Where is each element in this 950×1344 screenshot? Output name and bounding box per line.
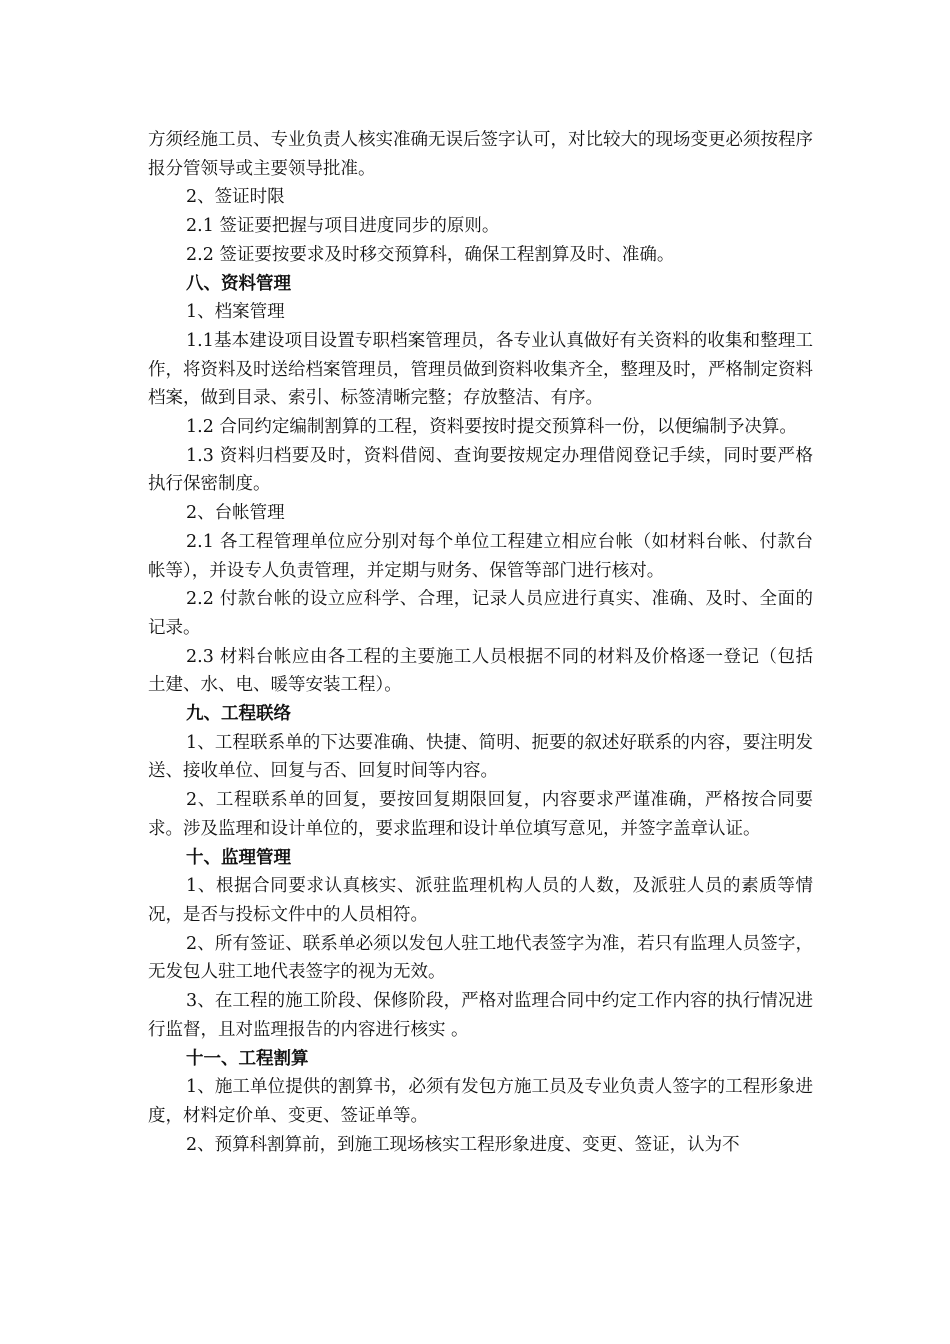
item-1-2: 1.2 合同约定编制割算的工程，资料要按时提交预算科一份，以便编制予决算。: [186, 417, 797, 438]
item-1-archive-management: 1、档案管理: [186, 302, 285, 323]
item-9-1: 1、工程联系单的下达要准确、快捷、简明、扼要的叙述好联系的内容，要注明发送、接收单位、回复与否、回复时间等内容。: [148, 732, 813, 782]
item-1-3: 1.3 资料归档要及时，资料借阅、查询要按规定办理借阅登记手续，同时要严格执行保密制度。: [148, 445, 813, 495]
item-2-2: 2.2 签证要按要求及时移交预算科，确保工程割算及时、准确。: [186, 244, 675, 265]
section-heading-11: 十一、工程割算: [186, 1048, 309, 1069]
para-continued-approval: 方须经施工员、专业负责人核实准确无误后签字认可，对比较大的现场变更必须按程序报分管领导或主要领导批准。: [148, 130, 813, 179]
item-10-3: 3、在工程的施工阶段、保修阶段，严格对监理合同中约定工作内容的执行情况进行监督，且对监理报告的内容进行核实 。: [148, 991, 813, 1040]
item-9-2: 2、工程联系单的回复，要按回复期限回复，内容要求严谨准确，严格按合同要求。涉及监理和设计单位的，要求监理和设计单位填写意见，并签字盖章认证。: [148, 790, 813, 839]
section-heading-8: 八、资料管理: [186, 273, 291, 294]
item-2-2-ledger: 2.2 付款台帐的设立应科学、合理，记录人员应进行真实、准确、及时、全面的记录。: [148, 589, 813, 638]
item-11-2: 2、预算科割算前，到施工现场核实工程形象进度、变更、签证，认为不: [186, 1134, 740, 1155]
item-2-signing-deadline: 2、签证时限: [186, 187, 285, 208]
item-10-2: 2、所有签证、联系单必须以发包人驻工地代表签字为准，若只有监理人员签字，无发包人驻工地代表签字的视为无效。: [148, 933, 813, 983]
section-heading-10: 十、监理管理: [186, 847, 291, 868]
item-2-ledger-management: 2、台帐管理: [186, 503, 285, 524]
item-1-1: 1.1基本建设项目设置专职档案管理员，各专业认真做好有关资料的收集和整理工作，将资料及时送给档案管理员，管理员做到资料收集齐全，整理及时，严格制定资料档案，做到目录、索引、标签清晰完整；存放整洁、有序。: [148, 330, 813, 409]
item-11-1: 1、施工单位提供的割算书，必须有发包方施工员及专业负责人签字的工程形象进度，材料定价单、变更、签证单等。: [148, 1077, 813, 1126]
section-heading-9: 九、工程联络: [186, 704, 291, 725]
item-2-1: 2.1 签证要把握与项目进度同步的原则。: [186, 216, 500, 237]
item-2-1-ledger: 2.1 各工程管理单位应分别对每个单位工程建立相应台帐（如材料台帐、付款台帐等），并设专人负责管理，并定期与财务、保管等部门进行核对。: [148, 531, 813, 581]
item-2-3-ledger: 2.3 材料台帐应由各工程的主要施工人员根据不同的材料及价格逐一登记（包括土建、水、电、暖等安装工程）。: [148, 646, 813, 696]
document-body: [148, 126, 813, 1159]
item-10-1: 1、根据合同要求认真核实、派驻监理机构人员的人数，及派驻人员的素质等情况，是否与投标文件中的人员相符。: [148, 876, 813, 925]
